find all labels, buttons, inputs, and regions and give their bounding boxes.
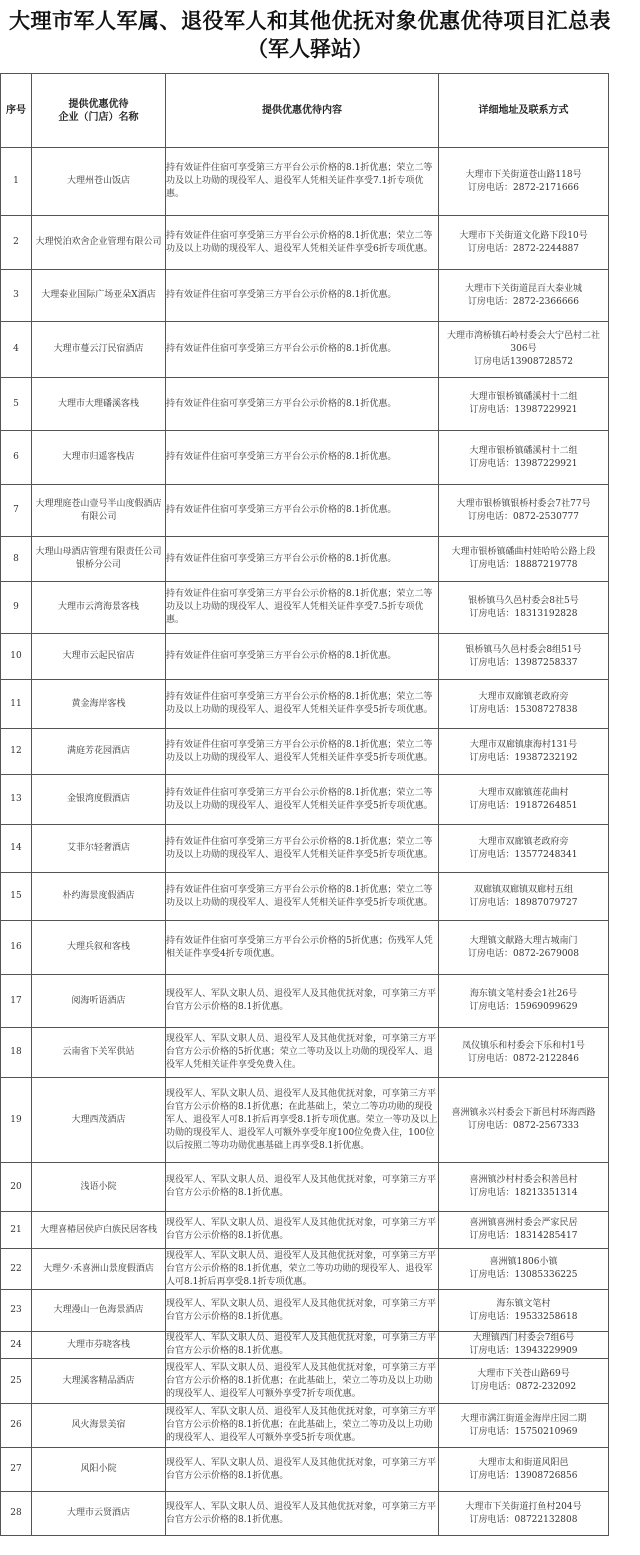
benefit-content: 现役军人、军队文职人员、退役军人及其他优抚对象，可享第三方平台官方公示价格的8.1折优惠。	[166, 1163, 439, 1212]
page-subtitle: （军人驿站）	[247, 36, 373, 61]
benefit-content: 现役军人、军队文职人员、退役军人及其他优抚对象，可享第三方平台官方公示价格的8.1折优惠。	[166, 1492, 439, 1536]
address-contact	[439, 1448, 609, 1492]
booking-phone: 订房电话：2872-2366666	[467, 296, 580, 307]
address: 大理市银桥镇银桥村委会7社77号	[456, 498, 591, 509]
booking-phone: 订房电话：18987079727	[469, 897, 578, 908]
booking-phone: 订房电话：19533258618	[469, 1311, 578, 1322]
business-name: 大理市蔓云汀民宿酒店	[32, 322, 166, 378]
benefit-content: 现役军人、军队文职人员、退役军人及其他优抚对象，可享第三方平台官方公示价格的8.1折优惠；在此基础上，荣立二等功及以上功勋的现役军人、退役军人可额外享受7折专项优惠。	[166, 1359, 439, 1404]
business-name: 朴约海景度假酒店	[32, 873, 166, 921]
table-row	[1, 729, 609, 775]
table-body	[1, 148, 609, 1536]
address-contact	[439, 775, 609, 825]
business-name: 大理市云湾海景客栈	[32, 582, 166, 634]
table-row	[1, 485, 609, 537]
header-name	[32, 74, 166, 148]
row-number: 13	[1, 775, 32, 825]
address-contact	[439, 1404, 609, 1448]
benefit-content: 持有效证件住宿可享受第三方平台公示价格的8.1折优惠；荣立二等功及以上功勋的现役军人、退役军人凭相关证件享受5折专项优惠。	[166, 825, 439, 873]
booking-phone: 订房电话：18887219778	[469, 560, 578, 570]
row-number: 1	[1, 148, 32, 216]
table-row	[1, 378, 609, 431]
row-number: 8	[1, 537, 32, 582]
address-contact	[439, 148, 609, 216]
table-row	[1, 825, 609, 873]
address-contact	[439, 1492, 609, 1536]
address: 大理市下关街道昆百大泰业城	[464, 283, 582, 294]
table-row	[1, 1212, 609, 1249]
header-name-line1: 提供优惠优待	[68, 98, 129, 110]
booking-phone: 订房电话：0872-2122846	[467, 1053, 580, 1064]
business-name: 大理泰业国际广场亚朵X酒店	[32, 270, 166, 322]
row-number: 24	[1, 1332, 32, 1359]
address-contact	[439, 634, 609, 680]
business-name: 浅语小院	[32, 1163, 166, 1212]
table-row	[1, 1404, 609, 1448]
address-contact	[439, 1163, 609, 1212]
address: 大理市下关苍山路69号	[477, 1369, 570, 1379]
booking-phone: 订房电话：0872-2679008	[467, 948, 580, 959]
row-number: 15	[1, 873, 32, 921]
row-number: 9	[1, 582, 32, 634]
address-contact	[439, 975, 609, 1028]
business-name: 大理喜椿居侯庐白族民居客栈	[32, 1212, 166, 1249]
page-title: 大理市军人军属、退役军人和其他优抚对象优惠优待项目汇总表	[9, 8, 611, 33]
table-row	[1, 1359, 609, 1404]
address: 海东镇文笔村	[496, 1298, 551, 1309]
booking-phone: 订房电话：18313192828	[469, 608, 578, 619]
table-row	[1, 975, 609, 1028]
benefit-content: 持有效证件住宿可享受第三方平台公示价格的8.1折优惠。	[166, 431, 439, 485]
business-name: 大理漫山一色海景酒店	[32, 1290, 166, 1332]
address-contact	[439, 1028, 609, 1078]
business-name: 大理州苍山饭店	[32, 148, 166, 216]
business-name: 金银湾度假酒店	[32, 775, 166, 825]
table-row	[1, 873, 609, 921]
booking-phone: 订房电话：13085336225	[469, 1270, 578, 1280]
business-name: 大理市大理磻溪客栈	[32, 378, 166, 431]
business-name: 大理市云起民宿店	[32, 634, 166, 680]
row-number: 18	[1, 1028, 32, 1078]
address-contact	[439, 1290, 609, 1332]
benefit-content: 持有效证件住宿可享受第三方平台公示价格的8.1折优惠；荣立二等功及以上功勋的现役军人、退役军人凭相关证件享受7.1折专项优惠。	[166, 148, 439, 216]
address: 银桥镇马久邑村委会8组51号	[465, 644, 582, 655]
booking-phone: 订房电话：13987229921	[469, 405, 578, 415]
row-number: 14	[1, 825, 32, 873]
business-name: 大理山母酒店管理有限责任公司银桥分公司	[32, 537, 166, 582]
table-row	[1, 1448, 609, 1492]
table-row	[1, 322, 609, 378]
benefit-content: 现役军人、军队文职人员、退役军人及其他优抚对象，可享第三方平台官方公示价格的8.1折优惠。	[166, 1332, 439, 1359]
booking-phone: 订房电话：13577248341	[469, 849, 578, 860]
benefit-content: 现役军人、军队文职人员、退役军人及其他优抚对象，可享第三方平台官方公示价格的5折优惠；荣立二等功及以上功勋的现役军人、退役军人凭相关证件享受免费入住。	[166, 1028, 439, 1078]
address: 喜洲镇喜洲村委会严家民居	[469, 1218, 578, 1228]
address-contact	[439, 1078, 609, 1163]
booking-phone: 订房电话13908728572	[474, 357, 573, 367]
row-number: 12	[1, 729, 32, 775]
address-contact	[439, 216, 609, 270]
booking-phone: 订房电话：19187264851	[469, 800, 578, 811]
benefit-content: 持有效证件住宿可享受第三方平台公示价格的8.1折优惠。	[166, 485, 439, 537]
benefit-content: 持有效证件住宿可享受第三方平台公示价格的8.1折优惠；荣立二等功及以上功勋的现役军人、退役军人凭相关证件享受5折专项优惠。	[166, 729, 439, 775]
table-row	[1, 1290, 609, 1332]
business-name: 艾菲尔轻奢酒店	[32, 825, 166, 873]
table-row	[1, 634, 609, 680]
address-contact	[439, 537, 609, 582]
business-name: 黄金海岸客栈	[32, 680, 166, 729]
address: 银桥镇马久邑村委会8社5号	[468, 595, 579, 606]
benefit-content: 现役军人、军队文职人员、退役军人及其他优抚对象，可享第三方平台官方公示价格的8.1折优惠；在此基础上，荣立二等功功勋的现役军人、退役军人可8.1折后再享受8.1折专项优惠。荣立一等功及以上功勋的现役军人、退役军人可额外享受年度100位免费入住，100位以后按照二等功功勋优惠基础上再享受8.1折优惠。	[166, 1078, 439, 1163]
row-number: 5	[1, 378, 32, 431]
row-number: 22	[1, 1249, 32, 1290]
address: 大理市双廊镇莲花曲村	[478, 787, 569, 798]
booking-phone: 订房电话：0872-232092	[470, 1382, 577, 1392]
table-row	[1, 1163, 609, 1212]
address: 大理市银桥镇磻曲村娃哈哈公路上段	[451, 547, 596, 557]
row-number: 27	[1, 1448, 32, 1492]
booking-phone: 订房电话：15308727838	[469, 705, 578, 715]
table-row	[1, 775, 609, 825]
business-name: 满庭芳花园酒店	[32, 729, 166, 775]
row-number: 4	[1, 322, 32, 378]
header-content: 提供优惠优待内容	[166, 74, 439, 148]
benefit-content: 持有效证件住宿可享受第三方平台公示价格的8.1折优惠；荣立二等功及以上功勋的现役军人、退役军人凭相关证件享受5折专项优惠。	[166, 680, 439, 729]
row-number: 26	[1, 1404, 32, 1448]
benefit-content: 持有效证件住宿可享受第三方平台公示价格的8.1折优惠。	[166, 322, 439, 378]
booking-phone: 订房电话：0872-2530777	[467, 511, 580, 522]
address: 喜洲镇1806小镇	[489, 1257, 558, 1267]
table-row	[1, 1492, 609, 1536]
benefit-content: 持有效证件住宿可享受第三方平台公示价格的8.1折优惠；荣立二等功及以上功勋的现役军人、退役军人凭相关证件享受6折专项优惠。	[166, 216, 439, 270]
row-number: 2	[1, 216, 32, 270]
address-contact	[439, 921, 609, 975]
benefit-content: 现役军人、军队文职人员、退役军人及其他优抚对象，可享第三方平台官方公示价格的8.1折优惠。	[166, 1212, 439, 1249]
address-contact	[439, 680, 609, 729]
row-number: 3	[1, 270, 32, 322]
address: 大理市太和街道风阳邑	[478, 1457, 569, 1468]
header-name-line2: 企业（门店）名称	[58, 111, 139, 123]
booking-phone: 订房电话：0872-2567333	[467, 1121, 580, 1131]
benefit-content: 持有效证件住宿可享受第三方平台公示价格的8.1折优惠；荣立二等功及以上功勋的现役军人、退役军人凭相关证件享受7.5折专项优惠。	[166, 582, 439, 634]
row-number: 20	[1, 1163, 32, 1212]
table-row	[1, 582, 609, 634]
address-contact	[439, 1249, 609, 1290]
booking-phone: 订房电话：18314285417	[469, 1231, 578, 1241]
address-contact	[439, 378, 609, 431]
address-contact	[439, 582, 609, 634]
address: 大理市湾桥镇石岭村委会大宁邑村二社306号	[446, 331, 600, 354]
row-number: 10	[1, 634, 32, 680]
table-row	[1, 216, 609, 270]
business-name: 大理悦泊欢舍企业管理有限公司	[32, 216, 166, 270]
table-row	[1, 1249, 609, 1290]
address: 大理镇文献路大理古城南门	[469, 935, 578, 946]
benefit-content: 持有效证件住宿可享受第三方平台公示价格的8.1折优惠。	[166, 537, 439, 582]
address-contact	[439, 431, 609, 485]
address-contact	[439, 825, 609, 873]
business-name: 大理溪客精品酒店	[32, 1359, 166, 1404]
table-row	[1, 680, 609, 729]
business-name: 大理夕·禾喜洲山景度假酒店	[32, 1249, 166, 1290]
benefit-content: 现役军人、军队文职人员、退役军人及其他优抚对象，可享第三方平台官方公示价格的8.1折优惠，荣立二等功功勋的现役军人、退役军人可8.1折后再享受8.1折专项优惠。	[166, 1249, 439, 1290]
booking-phone: 订房电话：2872-2244887	[467, 243, 580, 254]
table-row	[1, 1078, 609, 1163]
table-row	[1, 1332, 609, 1359]
business-name: 大理市云贤酒店	[32, 1492, 166, 1536]
business-name: 大理理庭苍山壹号半山度假酒店有限公司	[32, 485, 166, 537]
table-header-row	[1, 74, 609, 148]
address: 喜洲镇沙村村委会积善邑村	[469, 1175, 578, 1185]
address: 大理市下关街道苍山路118号	[465, 169, 582, 180]
header-address: 详细地址及联系方式	[439, 74, 609, 148]
row-number: 16	[1, 921, 32, 975]
row-number: 23	[1, 1290, 32, 1332]
business-name: 风火海景美宿	[32, 1404, 166, 1448]
address: 海东镇文笔村委会1社26号	[469, 989, 578, 999]
row-number: 25	[1, 1359, 32, 1404]
business-name: 云南省下关军供站	[32, 1028, 166, 1078]
benefit-content: 持有效证件住宿可享受第三方平台公示价格的5折优惠；伤残军人凭相关证件享受4折专项优惠。	[166, 921, 439, 975]
address-contact	[439, 1332, 609, 1359]
address-contact	[439, 1359, 609, 1404]
benefit-content: 现役军人、军队文职人员、退役军人及其他优抚对象，可享第三方平台官方公示价格的8.1折优惠。	[166, 975, 439, 1028]
booking-phone: 订房电话：15969099629	[469, 1002, 578, 1012]
benefit-content: 持有效证件住宿可享受第三方平台公示价格的8.1折优惠；荣立二等功及以上功勋的现役军人、退役军人凭相关证件享受5折专项优惠。	[166, 775, 439, 825]
row-number: 7	[1, 485, 32, 537]
address: 喜洲镇永兴村委会下新邑村环海西路	[451, 1108, 596, 1118]
benefits-table	[0, 73, 609, 1536]
address: 大理市双廊镇老政府旁	[478, 692, 569, 702]
benefit-content: 持有效证件住宿可享受第三方平台公示价格的8.1折优惠。	[166, 270, 439, 322]
address: 大理市银桥镇磻溪村十二组	[469, 445, 578, 456]
benefit-content: 现役军人、军队文职人员、退役军人及其他优抚对象，可享第三方平台官方公示价格的8.1折优惠；在此基础上，荣立二等功及以上功勋的现役军人、退役军人可额外享受5折专项优惠。	[166, 1404, 439, 1448]
address: 双廊镇双廊镇双廊村五组	[473, 884, 573, 895]
benefit-content: 持有效证件住宿可享受第三方平台公示价格的8.1折优惠；荣立二等功及以上功勋的现役军人、退役军人凭相关证件享受5折专项优惠。	[166, 873, 439, 921]
address-contact	[439, 485, 609, 537]
booking-phone: 订房电话：18213351314	[469, 1188, 578, 1198]
row-number: 19	[1, 1078, 32, 1163]
booking-phone: 订房电话：08722132808	[469, 1514, 578, 1525]
address: 大理镇西门村委会7组6号	[472, 1333, 575, 1343]
benefit-content: 持有效证件住宿可享受第三方平台公示价格的8.1折优惠。	[166, 378, 439, 431]
business-name: 风阳小院	[32, 1448, 166, 1492]
business-name: 大理兵叙和客栈	[32, 921, 166, 975]
address-contact	[439, 322, 609, 378]
address-contact	[439, 1212, 609, 1249]
benefit-content: 现役军人、军队文职人员、退役军人及其他优抚对象，可享第三方平台官方公示价格的8.1折优惠。	[166, 1448, 439, 1492]
table-row	[1, 1028, 609, 1078]
address-contact	[439, 729, 609, 775]
benefit-content: 持有效证件住宿可享受第三方平台公示价格的8.1折优惠。	[166, 634, 439, 680]
booking-phone: 订房电话：13987229921	[469, 458, 578, 469]
booking-phone: 订房电话：2872-2171666	[467, 182, 580, 193]
table-row	[1, 921, 609, 975]
table-row	[1, 148, 609, 216]
row-number: 11	[1, 680, 32, 729]
business-name: 阅海听语酒店	[32, 975, 166, 1028]
table-row	[1, 537, 609, 582]
address: 大理市双廊镇老政府旁	[478, 836, 569, 847]
table-row	[1, 270, 609, 322]
row-number: 21	[1, 1212, 32, 1249]
address: 大理市下关街道文化路下段10号	[459, 230, 588, 241]
business-name: 大理西茂酒店	[32, 1078, 166, 1163]
business-name: 大理市归遥客栈店	[32, 431, 166, 485]
address: 大理市双廊镇康海村131号	[469, 739, 578, 750]
address: 大理市满江街道金海岸庄园二期	[460, 1413, 587, 1424]
row-number: 17	[1, 975, 32, 1028]
address-contact	[439, 873, 609, 921]
header-num: 序号	[1, 74, 32, 148]
booking-phone: 订房电话：13987258337	[469, 657, 578, 668]
booking-phone: 订房电话：13943229909	[469, 1346, 578, 1356]
table-row	[1, 431, 609, 485]
booking-phone: 订房电话：19387232192	[469, 752, 578, 763]
booking-phone: 订房电话：13908726856	[469, 1470, 578, 1481]
row-number: 28	[1, 1492, 32, 1536]
booking-phone: 订房电话：15750210969	[469, 1426, 578, 1437]
address: 大理市下关街道打鱼村204号	[465, 1501, 582, 1512]
row-number: 6	[1, 431, 32, 485]
business-name: 大理市芬晓客栈	[32, 1332, 166, 1359]
address-contact	[439, 270, 609, 322]
address: 凤仪镇乐和村委会下乐和村1号	[462, 1040, 585, 1051]
address: 大理市银桥镇磻溪村十二组	[469, 392, 578, 402]
benefit-content: 现役军人、军队文职人员、退役军人及其他优抚对象，可享第三方平台官方公示价格的8.1折优惠。	[166, 1290, 439, 1332]
